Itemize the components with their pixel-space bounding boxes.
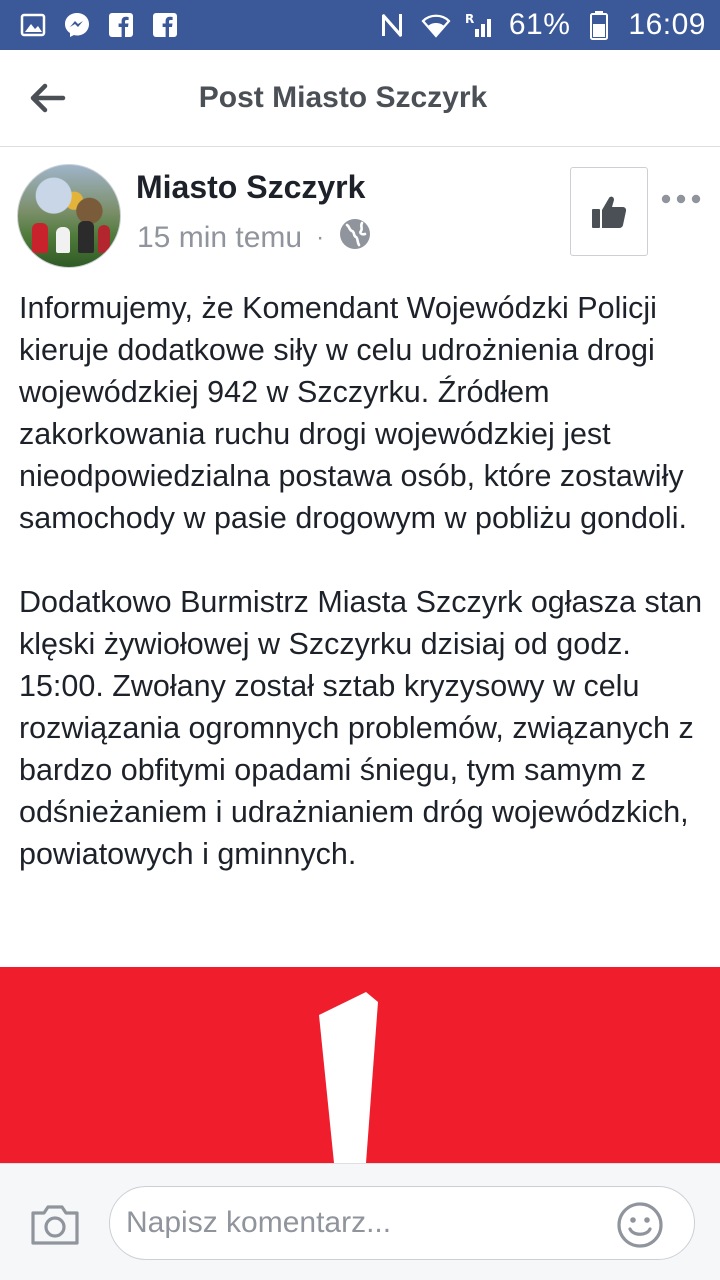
camera-icon [29, 1203, 81, 1247]
post-time[interactable]: 15 min temu [137, 221, 303, 254]
post-paragraph: Informujemy, że Komendant Wojewódzki Policji kieruje dodatkowe siły w celu udrożnienia drogi wojewódzkiej 942 w Szczyrku. Źródłem zakorkowania ruchu drogi wojewódzkiej jest nieodpowiedzialna postawa osób, które zostawiły samochody w pasie drogowym w pobliżu gondoli. [19, 291, 687, 535]
gallery-icon [18, 10, 48, 40]
post-text [19, 287, 709, 875]
clock: 16:09 [628, 8, 706, 41]
svg-text:R: R [464, 12, 475, 26]
signal-icon [465, 10, 495, 40]
avatar[interactable] [17, 164, 121, 268]
meta-separator: · [316, 224, 325, 251]
like-page-button[interactable] [570, 167, 648, 256]
camera-button[interactable] [28, 1202, 82, 1248]
app-header [0, 50, 720, 147]
post-paragraph: Dodatkowo Burmistrz Miasta Szczyrk ogłasza stan klęski żywiołowej w Szczyrku dzisiaj od godz. 15:00. Zwołany został sztab kryzysowy w celu rozwiązania ogromnych problemów, związanych z bardzo obfitymi opadami śniegu, tym samym z odśnieżaniem i udrażnianiem dróg wojewódzkich, powiatowych i gminnych. [19, 585, 703, 871]
facebook-icon [150, 10, 180, 40]
globe-icon [338, 217, 372, 259]
status-bar-system [377, 8, 706, 42]
nfc-icon [377, 10, 407, 40]
wifi-icon [421, 10, 451, 40]
more-options-button[interactable] [656, 187, 706, 211]
emoji-button[interactable] [615, 1200, 665, 1250]
thumbs-up-icon [590, 194, 628, 230]
more-dots-icon [661, 194, 701, 204]
comment-bar [0, 1163, 720, 1280]
emoji-icon [616, 1201, 664, 1249]
comment-input[interactable] [109, 1186, 695, 1260]
status-bar-notifications [18, 10, 180, 40]
author-name[interactable]: Miasto Szczyrk [136, 169, 366, 205]
facebook-icon [106, 10, 136, 40]
battery-percent: 61% [508, 8, 571, 41]
exclamation-graphic [0, 967, 720, 1163]
post-image[interactable] [0, 967, 720, 1163]
status-bar [0, 0, 720, 50]
battery-icon [584, 10, 614, 40]
post-header [0, 147, 720, 272]
post-meta [137, 217, 372, 259]
messenger-icon [62, 10, 92, 40]
page-title: Post Miasto Szczyrk [198, 81, 488, 114]
